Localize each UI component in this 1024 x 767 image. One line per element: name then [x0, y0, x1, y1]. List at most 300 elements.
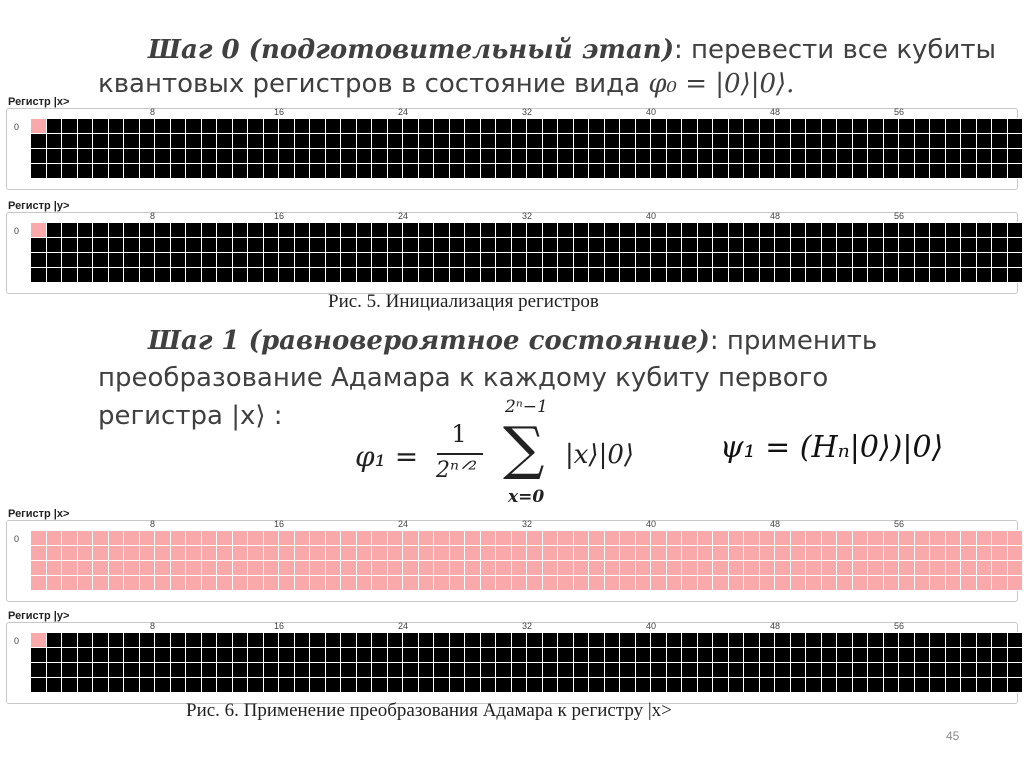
qubit-cell	[233, 663, 249, 678]
qubit-cell	[295, 268, 311, 283]
row-index-label: 0	[14, 122, 20, 132]
qubit-cell	[651, 648, 667, 663]
qubit-cell	[419, 633, 435, 648]
qubit-cell-active	[822, 531, 838, 546]
qubit-cell	[977, 149, 993, 164]
qubit-cell	[744, 253, 760, 268]
qubit-cell	[326, 678, 342, 693]
qubit-cell-active	[512, 576, 528, 591]
qubit-cell	[93, 119, 109, 134]
qubit-cell-active	[744, 546, 760, 561]
qubit-cell	[341, 164, 357, 179]
qubit-cell	[47, 119, 63, 134]
qubit-cell	[31, 268, 47, 283]
qubit-cell-active	[465, 531, 481, 546]
qubit-cell-active	[791, 546, 807, 561]
qubit-cell	[589, 149, 605, 164]
qubit-cell	[248, 119, 264, 134]
qubit-cell-active	[961, 576, 977, 591]
step1-title-italic: Шаг 1 (равновероятное состояние)	[148, 326, 710, 356]
qubit-cell	[806, 648, 822, 663]
qubit-cell	[496, 223, 512, 238]
qubit-cell-active	[744, 576, 760, 591]
qubit-cell	[279, 253, 295, 268]
qubit-cell	[977, 678, 993, 693]
qubit-cell	[279, 648, 295, 663]
qubit-cell-active	[543, 561, 559, 576]
qubit-cell	[651, 253, 667, 268]
qubit-cell	[93, 663, 109, 678]
qubit-cell-active	[729, 561, 745, 576]
qubit-cell	[248, 633, 264, 648]
qubit-cell-active	[341, 576, 357, 591]
qubit-cell	[512, 238, 528, 253]
qubit-cell-active	[636, 531, 652, 546]
qubit-cell	[930, 134, 946, 149]
qubit-cell	[543, 223, 559, 238]
qubit-cell	[853, 648, 869, 663]
qubit-cell	[310, 238, 326, 253]
qubit-cell	[233, 164, 249, 179]
qubit-cell	[605, 678, 621, 693]
qubit-cell	[31, 663, 47, 678]
qubit-cell	[481, 223, 497, 238]
qubit-cell	[357, 238, 373, 253]
qubit-cell	[465, 164, 481, 179]
qubit-cell-active	[605, 546, 621, 561]
qubit-cell	[915, 268, 931, 283]
qubit-cell	[527, 678, 543, 693]
qubit-cell	[155, 134, 171, 149]
tick-label: 16	[274, 211, 285, 221]
qubit-cell	[450, 253, 466, 268]
qubit-cell	[930, 238, 946, 253]
step1-line2: преобразование Адамара к каждому кубиту первого	[98, 363, 829, 393]
qubit-cell-active	[31, 531, 47, 546]
qubit-cell	[822, 164, 838, 179]
qubit-cell	[961, 134, 977, 149]
qubit-cell	[558, 134, 574, 149]
qubit-cell	[124, 663, 140, 678]
qubit-cell	[310, 134, 326, 149]
qubit-cell	[744, 633, 760, 648]
qubit-cell	[450, 268, 466, 283]
qubit-cell	[636, 633, 652, 648]
qubit-cell	[853, 134, 869, 149]
qubit-cell	[264, 253, 280, 268]
qubit-grid	[30, 530, 1023, 591]
qubit-cell	[729, 678, 745, 693]
qubit-cell	[372, 223, 388, 238]
qubit-cell	[248, 164, 264, 179]
qubit-cell	[47, 223, 63, 238]
qubit-cell	[667, 648, 683, 663]
qubit-cell	[775, 164, 791, 179]
qubit-cell	[465, 134, 481, 149]
qubit-cell-active	[326, 576, 342, 591]
qubit-cell-active	[186, 546, 202, 561]
qubit-cell	[605, 238, 621, 253]
qubit-cell-active	[605, 576, 621, 591]
qubit-cell	[667, 268, 683, 283]
qubit-cell	[512, 134, 528, 149]
qubit-cell	[791, 633, 807, 648]
qubit-cell-active	[775, 561, 791, 576]
qubit-cell	[806, 663, 822, 678]
qubit-cell	[434, 238, 450, 253]
qubit-cell	[744, 268, 760, 283]
qubit-cell	[434, 253, 450, 268]
qubit-cell	[481, 648, 497, 663]
qubit-cell	[760, 268, 776, 283]
qubit-cell-active	[171, 576, 187, 591]
qubit-cell-active	[31, 119, 47, 134]
qubit-cell	[775, 268, 791, 283]
qubit-cell	[109, 268, 125, 283]
qubit-cell	[1008, 119, 1024, 134]
tick-label: 56	[894, 621, 905, 631]
qubit-cell	[341, 268, 357, 283]
qubit-cell	[574, 678, 590, 693]
qubit-cell-active	[868, 546, 884, 561]
tick-label: 24	[398, 621, 409, 631]
qubit-cell	[884, 268, 900, 283]
qubit-cell	[124, 134, 140, 149]
qubit-cell	[264, 648, 280, 663]
qubit-cell	[186, 253, 202, 268]
qubit-cell	[1008, 648, 1024, 663]
formula-rhs: |x⟩|0⟩	[565, 440, 635, 470]
qubit-cell	[233, 678, 249, 693]
qubit-cell	[915, 678, 931, 693]
qubit-cell	[62, 223, 78, 238]
qubit-cell-active	[946, 531, 962, 546]
qubit-cell	[853, 663, 869, 678]
qubit-cell-active	[682, 576, 698, 591]
qubit-cell	[109, 164, 125, 179]
qubit-cell-active	[140, 531, 156, 546]
qubit-cell-active	[760, 546, 776, 561]
qubit-cell	[186, 223, 202, 238]
qubit-cell	[977, 134, 993, 149]
psi-formula: ψ₁ = (Hₙ|0⟩)|0⟩	[720, 430, 944, 465]
qubit-cell	[419, 678, 435, 693]
step0-formula: φ₀ = |0⟩|0⟩.	[648, 69, 795, 99]
qubit-cell-active	[155, 576, 171, 591]
qubit-cell	[961, 119, 977, 134]
qubit-cell	[481, 149, 497, 164]
qubit-cell	[264, 238, 280, 253]
qubit-cell-active	[248, 531, 264, 546]
qubit-cell	[310, 648, 326, 663]
qubit-cell	[837, 678, 853, 693]
sum-lower-limit: x=0	[508, 487, 545, 507]
qubit-cell	[620, 119, 636, 134]
qubit-cell	[155, 149, 171, 164]
step1-heading	[148, 325, 877, 357]
qubit-cell	[465, 253, 481, 268]
qubit-cell	[47, 134, 63, 149]
qubit-cell	[667, 223, 683, 238]
tick-label: 56	[894, 211, 905, 221]
qubit-cell	[279, 119, 295, 134]
qubit-cell	[620, 268, 636, 283]
qubit-cell-active	[682, 546, 698, 561]
qubit-cell	[326, 164, 342, 179]
qubit-cell	[109, 119, 125, 134]
qubit-cell	[357, 663, 373, 678]
qubit-cell	[682, 253, 698, 268]
qubit-cell	[806, 164, 822, 179]
qubit-cell	[822, 119, 838, 134]
qubit-cell-active	[279, 546, 295, 561]
qubit-cell-active	[837, 561, 853, 576]
qubit-cell	[853, 149, 869, 164]
qubit-cell	[775, 119, 791, 134]
qubit-grid	[30, 118, 1023, 179]
qubit-cell	[992, 253, 1008, 268]
qubit-cell	[217, 268, 233, 283]
qubit-cell	[946, 238, 962, 253]
qubit-cell	[698, 663, 714, 678]
qubit-cell-active	[977, 531, 993, 546]
qubit-cell	[233, 268, 249, 283]
qubit-cell	[713, 223, 729, 238]
qubit-cell-active	[357, 531, 373, 546]
qubit-cell	[186, 238, 202, 253]
qubit-cell-active	[202, 531, 218, 546]
qubit-cell	[744, 663, 760, 678]
qubit-cell	[605, 648, 621, 663]
qubit-cell	[543, 134, 559, 149]
qubit-cell-active	[527, 546, 543, 561]
qubit-cell	[806, 253, 822, 268]
qubit-cell	[341, 678, 357, 693]
sum-upper-limit: 2ⁿ−1	[505, 397, 548, 417]
qubit-cell	[791, 223, 807, 238]
qubit-cell	[93, 253, 109, 268]
qubit-cell	[357, 149, 373, 164]
qubit-cell	[992, 238, 1008, 253]
qubit-cell	[558, 149, 574, 164]
qubit-cell	[667, 633, 683, 648]
qubit-cell	[713, 678, 729, 693]
qubit-cell	[868, 253, 884, 268]
qubit-cell	[496, 238, 512, 253]
qubit-cell	[47, 633, 63, 648]
qubit-cell-active	[403, 561, 419, 576]
qubit-cell-active	[729, 576, 745, 591]
qubit-cell	[202, 164, 218, 179]
qubit-cell	[62, 134, 78, 149]
qubit-cell	[605, 119, 621, 134]
qubit-cell	[186, 119, 202, 134]
qubit-cell	[310, 268, 326, 283]
qubit-cell	[837, 223, 853, 238]
qubit-cell	[760, 663, 776, 678]
qubit-cell	[636, 648, 652, 663]
qubit-cell	[1008, 678, 1024, 693]
qubit-cell	[326, 238, 342, 253]
qubit-cell-active	[512, 561, 528, 576]
qubit-cell	[837, 134, 853, 149]
qubit-cell-active	[217, 576, 233, 591]
qubit-cell	[775, 134, 791, 149]
qubit-cell-active	[450, 561, 466, 576]
tick-label: 32	[522, 107, 533, 117]
qubit-cell	[620, 633, 636, 648]
qubit-cell	[775, 648, 791, 663]
qubit-cell	[171, 648, 187, 663]
qubit-cell	[264, 633, 280, 648]
tick-label: 16	[274, 107, 285, 117]
tick-label: 40	[646, 621, 657, 631]
qubit-cell	[419, 268, 435, 283]
qubit-cell-active	[481, 561, 497, 576]
qubit-cell	[791, 119, 807, 134]
qubit-cell	[915, 238, 931, 253]
qubit-cell	[496, 663, 512, 678]
qubit-cell	[806, 678, 822, 693]
qubit-cell	[434, 149, 450, 164]
qubit-cell	[543, 633, 559, 648]
qubit-cell	[31, 149, 47, 164]
tick-label: 24	[398, 211, 409, 221]
qubit-cell	[93, 238, 109, 253]
qubit-cell-active	[1008, 531, 1024, 546]
qubit-cell	[868, 678, 884, 693]
qubit-cell-active	[295, 576, 311, 591]
qubit-cell	[698, 268, 714, 283]
qubit-cell	[868, 268, 884, 283]
tick-label: 16	[274, 621, 285, 631]
qubit-cell	[729, 149, 745, 164]
qubit-cell-active	[233, 531, 249, 546]
qubit-cell	[899, 134, 915, 149]
qubit-cell	[543, 268, 559, 283]
qubit-cell-active	[372, 561, 388, 576]
qubit-cell	[388, 633, 404, 648]
qubit-cell	[388, 134, 404, 149]
qubit-cell	[217, 134, 233, 149]
qubit-cell-active	[109, 546, 125, 561]
qubit-cell	[388, 119, 404, 134]
qubit-cell	[961, 238, 977, 253]
qubit-cell-active	[171, 546, 187, 561]
qubit-cell	[31, 678, 47, 693]
qubit-cell	[868, 223, 884, 238]
qubit-cell	[1008, 268, 1024, 283]
qubit-cell	[496, 633, 512, 648]
qubit-cell	[806, 134, 822, 149]
qubit-cell	[171, 223, 187, 238]
qubit-cell	[450, 238, 466, 253]
qubit-cell	[729, 119, 745, 134]
row-index-label: 0	[14, 636, 20, 646]
qubit-cell-active	[202, 546, 218, 561]
page-number: 45	[946, 729, 960, 743]
qubit-cell-active	[713, 561, 729, 576]
qubit-cell-active	[434, 546, 450, 561]
qubit-cell-active	[357, 576, 373, 591]
qubit-cell-active	[574, 561, 590, 576]
qubit-cell	[543, 253, 559, 268]
qubit-cell	[853, 253, 869, 268]
qubit-cell	[915, 648, 931, 663]
qubit-cell	[47, 663, 63, 678]
qubit-cell	[667, 149, 683, 164]
qubit-cell	[589, 633, 605, 648]
qubit-cell-active	[713, 531, 729, 546]
qubit-cell	[682, 134, 698, 149]
qubit-cell-active	[589, 576, 605, 591]
qubit-cell-active	[961, 546, 977, 561]
qubit-cell-active	[264, 531, 280, 546]
qubit-cell	[729, 134, 745, 149]
tick-label: 56	[894, 107, 905, 117]
qubit-cell	[791, 648, 807, 663]
qubit-cell	[636, 253, 652, 268]
qubit-cell	[806, 149, 822, 164]
qubit-cell	[667, 134, 683, 149]
qubit-cell-active	[481, 531, 497, 546]
qubit-cell-active	[930, 531, 946, 546]
qubit-cell	[543, 238, 559, 253]
qubit-cell	[1008, 149, 1024, 164]
qubit-cell	[62, 149, 78, 164]
tick-label: 32	[522, 621, 533, 631]
qubit-cell	[496, 119, 512, 134]
qubit-cell	[713, 663, 729, 678]
qubit-cell	[217, 164, 233, 179]
qubit-cell	[899, 633, 915, 648]
qubit-cell-active	[140, 546, 156, 561]
qubit-cell	[512, 268, 528, 283]
qubit-cell-active	[62, 561, 78, 576]
qubit-cell	[729, 633, 745, 648]
qubit-cell	[713, 268, 729, 283]
tick-label: 40	[646, 519, 657, 529]
qubit-cell	[527, 164, 543, 179]
qubit-cell-active	[775, 546, 791, 561]
qubit-cell	[527, 633, 543, 648]
qubit-cell	[248, 253, 264, 268]
qubit-cell	[558, 253, 574, 268]
qubit-cell-active	[155, 546, 171, 561]
qubit-cell	[47, 268, 63, 283]
qubit-cell	[140, 223, 156, 238]
qubit-cell-active	[465, 546, 481, 561]
qubit-cell	[78, 268, 94, 283]
qubit-cell	[899, 268, 915, 283]
qubit-cell	[264, 119, 280, 134]
qubit-cell	[233, 633, 249, 648]
qubit-cell-active	[419, 561, 435, 576]
qubit-cell	[496, 648, 512, 663]
qubit-cell	[961, 678, 977, 693]
qubit-cell	[279, 663, 295, 678]
qubit-cell-active	[1008, 561, 1024, 576]
qubit-cell	[930, 223, 946, 238]
qubit-cell-active	[496, 546, 512, 561]
qubit-cell	[868, 134, 884, 149]
qubit-cell	[853, 268, 869, 283]
qubit-cell	[1008, 223, 1024, 238]
qubit-cell	[233, 253, 249, 268]
qubit-cell-active	[899, 576, 915, 591]
qubit-cell-active	[558, 561, 574, 576]
qubit-cell	[233, 149, 249, 164]
